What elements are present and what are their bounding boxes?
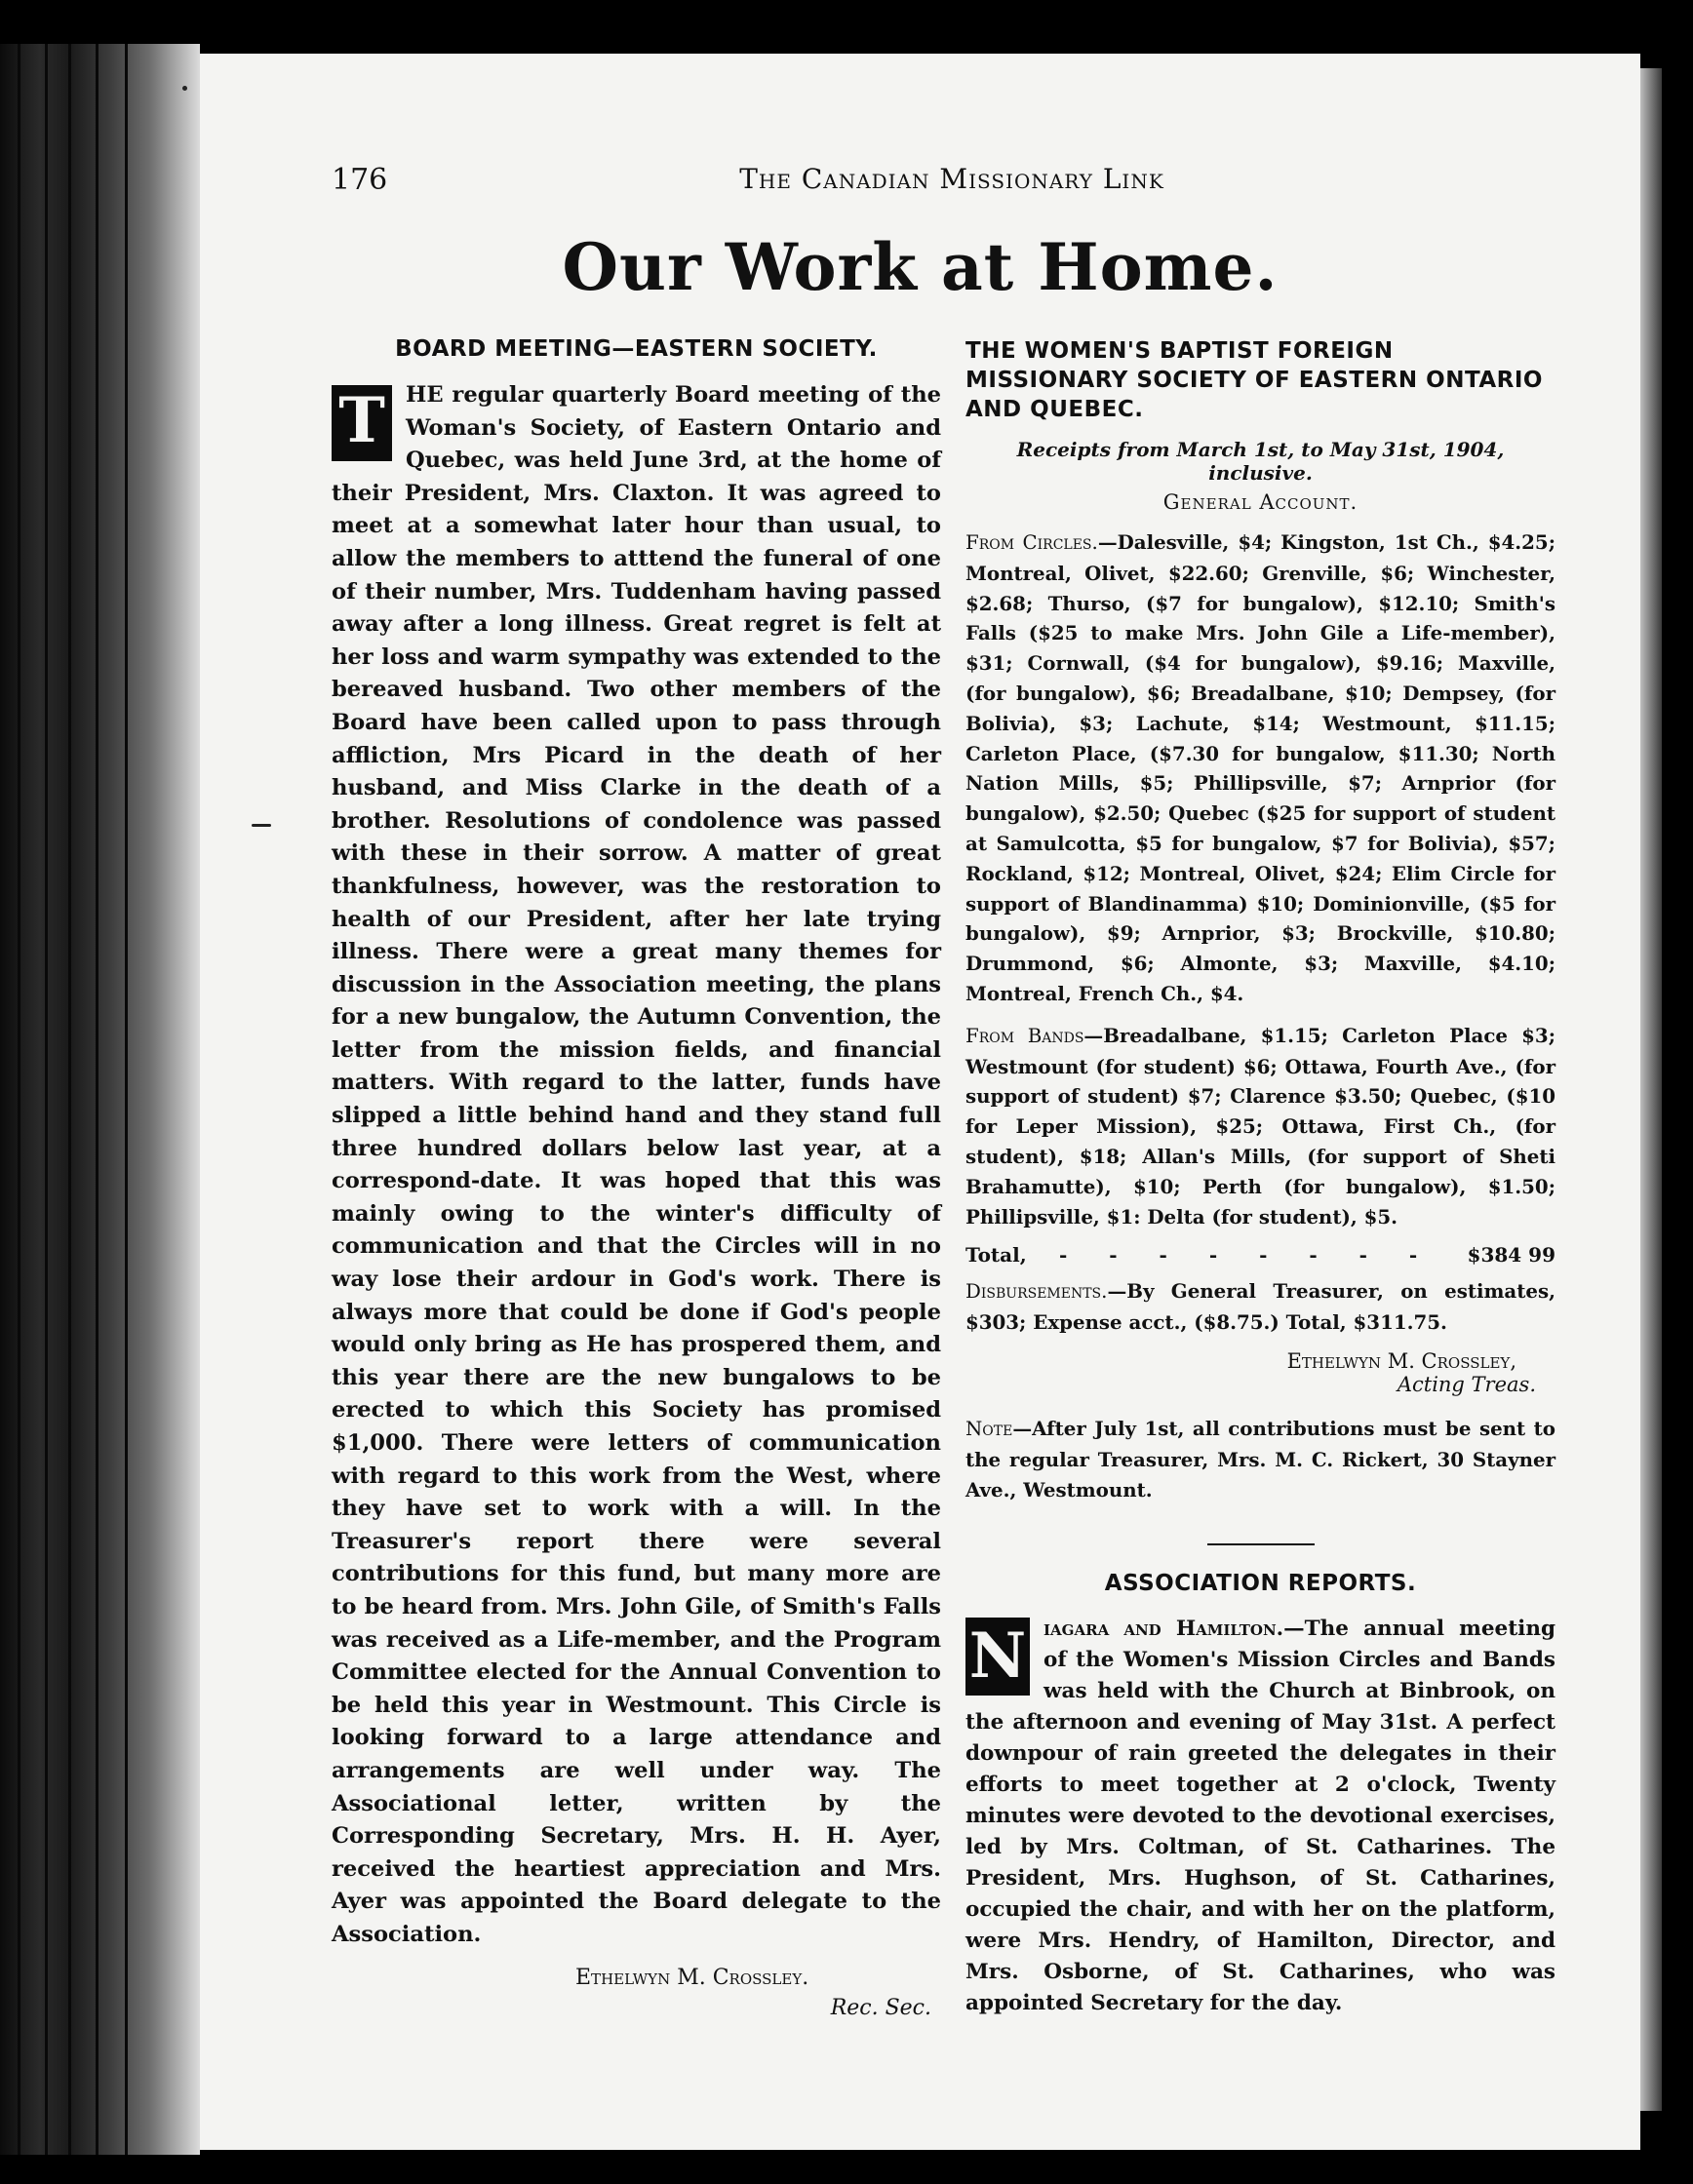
board-meeting-text: HE regular quarterly Board meeting of the Woman's Society, of Eastern Ontario and Quebec, was held June 3rd, at the home of their President, Mrs. Claxton. It was agreed to meet at a somewhat later hour than usual, to allow the members to atttend the funeral of one of their number, Mrs. Tuddenham having passed away after a long illness. Great regret is felt at her loss and warm sympathy was extended to the bereaved husband. Two other members of the Board have been called upon to pass through affliction, Mrs Picard in the death of her husband, and Miss Clarke in the death of a brother. Resolutions of condolence was passed with these in their sorrow. A matter of great thankfulness, however, was the restoration to health of our President, after her late trying illness. There were a great many themes for discussion in the Association meeting, the plans for a new bungalow, the Autumn Convention, the letter from the mission fields, and financial matters. With regard to the latter, funds have slipped a little behind hand and they stand full three hundred dollars below last year, at a correspond-date. It was hoped that this was mainly owing to the winter's difficulty of communication and that the Circles will in no way lose their ardour in God's work. There is always more that could be done if God's people would only bring as He has prospered them, and this year there are the new bungalows to be erected to which this Society has promised $1,000. There were letters of communication with regard to this work from the West, where they have set to work with a will. In the Treasurer's report there were several contributions for this fund, but many more are to be heard from. Mrs. John Gile, of Smith's Falls was received as a Life-member, and the Program Committee elected for the Annual Convention to be held this year in Westmount. This Circle is looking forward to a large attendance and arrangements are well under way. The Associational letter, written by the Corresponding Secretary, Mrs. H. H. Ayer, received the heartiest appreciation and Mrs. Ayer was appointed the Board delegate to the Association.	[332, 382, 941, 1947]
running-head	[332, 163, 1572, 202]
note-lead: Note	[965, 1417, 1013, 1440]
page	[200, 54, 1640, 2150]
circles-text: —Dalesville, $4; Kingston, 1st Ch., $4.25; Montreal, Olivet, $22.60; Grenville, $6; Winchester, $2.68; Thurso, ($7 for bungalow), $12.10; Smith's Falls ($25 to make Mrs. John Gile a Life-member), $31; Cornwall, ($4 for bungalow), $9.16; Maxville, (for bungalow), $6; Breadalbane, $10; Dempsey, (for Bolivia), $3; Lachute, $14; Westmount, $11.15; Carleton Place, ($7.30 for bungalow, $11.30; North Nation Mills, $5; Phillipsville, $7; Arnprior (for bungalow), $2.50; Quebec ($25 for support of student at Samulcotta, $5 for bungalow, $7 for Bolivia), $57; Rockland, $12; Montreal, Olivet, $24; Elim Circle for support of Blandinamma) $10; Dominionville, ($5 for bungalow), $9; Arnprior, $3; Brockville, $10.80; Drummond, $6; Almonte, $3; Maxville, $4.10; Montreal, French Ch., $4.	[965, 530, 1555, 1005]
treasurer-role: Acting Treas.	[1397, 1372, 1536, 1396]
note-text: —After July 1st, all contributions must be sent to the regular Treasurer, Mrs. M. C. Rickert, 30 Stayner Ave., Westmount.	[965, 1416, 1555, 1502]
association-text: —The annual meeting of the Women's Mission Circles and Bands was held with the Church at Binbrook, on the afternoon and evening of May 31st. A perfect downpour of rain greeted the delegates in their efforts to meet together at 2 o'clock, Twenty minutes were devoted to the devotional exercises, led by Mrs. Coltman, of St. Catharines. The President, Mrs. Hughson, of St. Catharines, occupied the chair, and with her on the platform, were Mrs. Hendry, of Hamilton, Director, and Mrs. Osborne, of St. Catharines, who was appointed Secretary for the day.	[965, 1617, 1555, 2016]
right-column	[965, 336, 1555, 2019]
right-border	[1664, 0, 1693, 2184]
disbursements	[965, 1276, 1555, 1338]
bands-text: —Breadalbane, $1.15; Carleton Place $3; Westmount (for student) $6; Ottawa, Fourth Ave., (for support of student) $7; Clarence $3.50; Quebec, ($10 for Leper Mission), $25; Ottawa, First Ch., (for student), $18; Allan's Mills, (for support of Sheti Brahamutte), $10; Perth (for bungalow), $1.50; Phillipsville, $1: Delta (for student), $5.	[965, 1023, 1555, 1228]
bands-lead: From Bands	[965, 1024, 1084, 1047]
page-number: 176	[332, 163, 388, 197]
scan-speck	[182, 86, 187, 91]
secretary-role: Rec. Sec.	[830, 1995, 931, 2020]
note	[965, 1414, 1555, 1504]
total-leader: - - - - - - - -	[1059, 1243, 1436, 1268]
association-drop-cap: N	[965, 1618, 1030, 1696]
board-meeting-heading: BOARD MEETING—EASTERN SOCIETY.	[395, 336, 878, 362]
society-heading: THE WOMEN'S BAPTIST FOREIGN MISSIONARY SOCIETY OF EASTERN ONTARIO AND QUEBEC.	[965, 338, 1543, 422]
page-title: Our Work at Home.	[562, 229, 1279, 305]
total-value: $384 99	[1467, 1243, 1555, 1268]
circles-lead: From Circles.	[965, 531, 1098, 554]
disbursements-lead: Disbursements.	[965, 1280, 1108, 1304]
receipts-period: Receipts from March 1st, to May 31st, 1904, inclusive.	[1016, 438, 1505, 485]
board-meeting-body	[332, 379, 941, 1952]
association-lead: iagara and Hamilton.	[1043, 1617, 1284, 1642]
scan-mark	[252, 824, 271, 827]
secretary-signature: Ethelwyn M. Crossley.	[575, 1965, 809, 1990]
right-page-edge	[1640, 68, 1662, 2111]
drop-cap: T	[332, 385, 392, 461]
left-column	[332, 336, 941, 2020]
journal-title: The Canadian Missionary Link	[739, 163, 1164, 195]
association-reports-heading: ASSOCIATION REPORTS.	[1104, 1571, 1417, 1597]
circles-receipts	[965, 527, 1555, 1009]
association-report-body	[965, 1614, 1555, 2019]
bands-receipts	[965, 1021, 1555, 1232]
section-divider	[1207, 1543, 1315, 1545]
total-row	[965, 1243, 1555, 1267]
total-label: Total,	[965, 1243, 1027, 1268]
general-account-heading: General Account.	[1162, 490, 1358, 514]
disbursements-text: —By General Treasurer, on estimates, $303; Expense acct., ($8.75.) Total, $311.75.	[965, 1279, 1555, 1335]
book-spine-edge	[0, 44, 200, 2155]
treasurer-signature: Ethelwyn M. Crossley,	[1286, 1348, 1516, 1373]
